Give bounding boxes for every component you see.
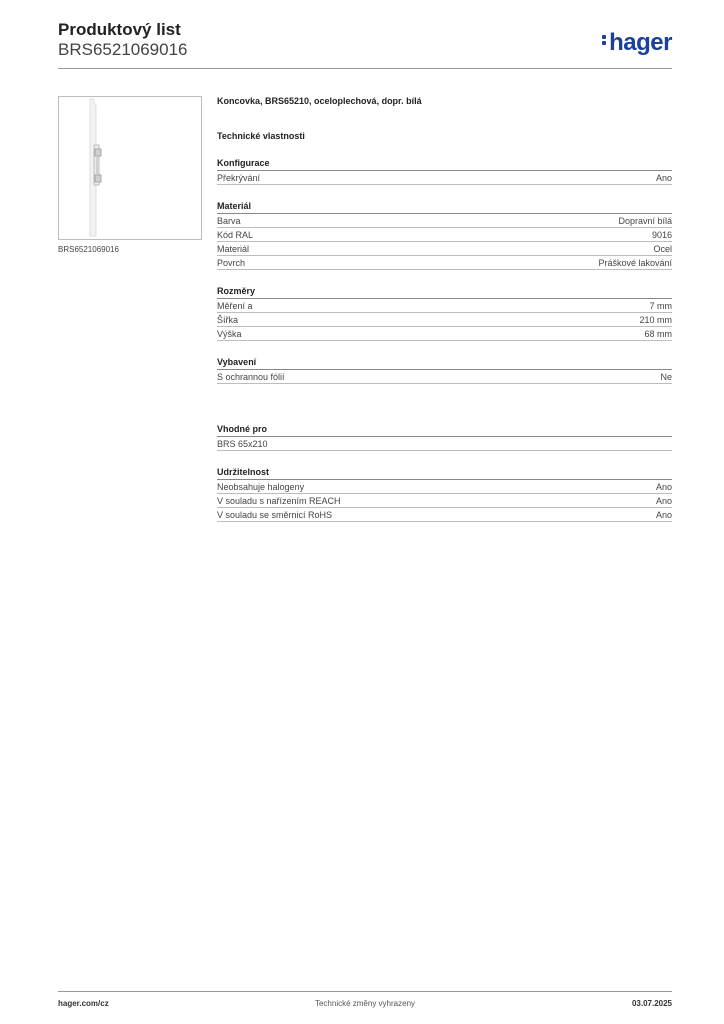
row-value: Ocel bbox=[653, 244, 672, 254]
table-row bbox=[217, 480, 672, 494]
table-row bbox=[217, 256, 672, 270]
row-label: Kód RAL bbox=[217, 230, 254, 240]
row-value: Dopravní bílá bbox=[618, 216, 672, 226]
table-row bbox=[217, 327, 672, 341]
row-label: Materiál bbox=[217, 244, 250, 254]
footer-note: Technické změny vyhrazeny bbox=[314, 999, 416, 1008]
page-header bbox=[58, 20, 672, 60]
table-row bbox=[217, 508, 672, 522]
row-value: 9016 bbox=[651, 230, 672, 240]
section-suitable-for bbox=[217, 423, 672, 451]
logo-dots-icon bbox=[602, 33, 607, 47]
product-code: BRS6521069016 bbox=[58, 40, 188, 59]
footer-date: 03.07.2025 bbox=[631, 999, 672, 1008]
section-title: Udržitelnost bbox=[217, 466, 672, 480]
section-title: Materiál bbox=[217, 200, 672, 214]
table-row bbox=[217, 494, 672, 508]
table-row bbox=[217, 242, 672, 256]
section-equipment bbox=[217, 356, 672, 384]
footer-website-link[interactable]: hager.com/cz bbox=[58, 999, 109, 1008]
section-title: Konfigurace bbox=[217, 157, 672, 171]
row-label: Barva bbox=[217, 216, 241, 226]
row-value: Ne bbox=[660, 372, 672, 382]
header-divider bbox=[58, 68, 672, 69]
image-caption: BRS6521069016 bbox=[58, 245, 119, 254]
row-value: Ano bbox=[655, 482, 672, 492]
row-label: V souladu s nařízením REACH bbox=[217, 496, 341, 506]
section-title: Rozměry bbox=[217, 285, 672, 299]
section-configuration bbox=[217, 157, 672, 185]
product-description: Koncovka, BRS65210, oceloplechová, dopr. bílá bbox=[217, 96, 422, 106]
section-dimensions bbox=[217, 285, 672, 341]
product-image bbox=[58, 96, 202, 240]
document-title: Produktový list bbox=[58, 20, 181, 39]
section-title: Vybavení bbox=[217, 356, 672, 370]
row-label: Překrývání bbox=[217, 173, 261, 183]
table-row bbox=[217, 313, 672, 327]
row-value: 7 mm bbox=[649, 301, 672, 311]
table-row bbox=[217, 437, 672, 451]
section-title: Vhodné pro bbox=[217, 423, 672, 437]
table-row bbox=[217, 214, 672, 228]
row-value: Práškové lakování bbox=[598, 258, 672, 268]
hager-logo bbox=[602, 29, 672, 57]
section-sustainability bbox=[217, 466, 672, 522]
row-value: Ano bbox=[655, 496, 672, 506]
row-value: Ano bbox=[655, 173, 672, 183]
row-label: Neobsahuje halogeny bbox=[217, 482, 305, 492]
table-row bbox=[217, 370, 672, 384]
footer-divider bbox=[58, 991, 672, 992]
row-label: Výška bbox=[217, 329, 242, 339]
row-label: BRS 65x210 bbox=[217, 439, 268, 449]
table-row bbox=[217, 228, 672, 242]
end-cap-product-icon bbox=[59, 97, 201, 239]
table-row bbox=[217, 171, 672, 185]
row-label: Šířka bbox=[217, 315, 239, 325]
row-label: Povrch bbox=[217, 258, 246, 268]
row-value: 210 mm bbox=[639, 315, 672, 325]
row-value: 68 mm bbox=[644, 329, 672, 339]
row-label: S ochrannou fólií bbox=[217, 372, 285, 382]
product-details bbox=[217, 95, 672, 522]
section-material bbox=[217, 200, 672, 270]
row-value: Ano bbox=[655, 510, 672, 520]
table-row bbox=[217, 299, 672, 313]
logo-text: hager bbox=[609, 29, 672, 56]
tech-properties-heading: Technické vlastnosti bbox=[217, 131, 305, 141]
row-label: Měření a bbox=[217, 301, 253, 311]
row-label: V souladu se směrnicí RoHS bbox=[217, 510, 333, 520]
